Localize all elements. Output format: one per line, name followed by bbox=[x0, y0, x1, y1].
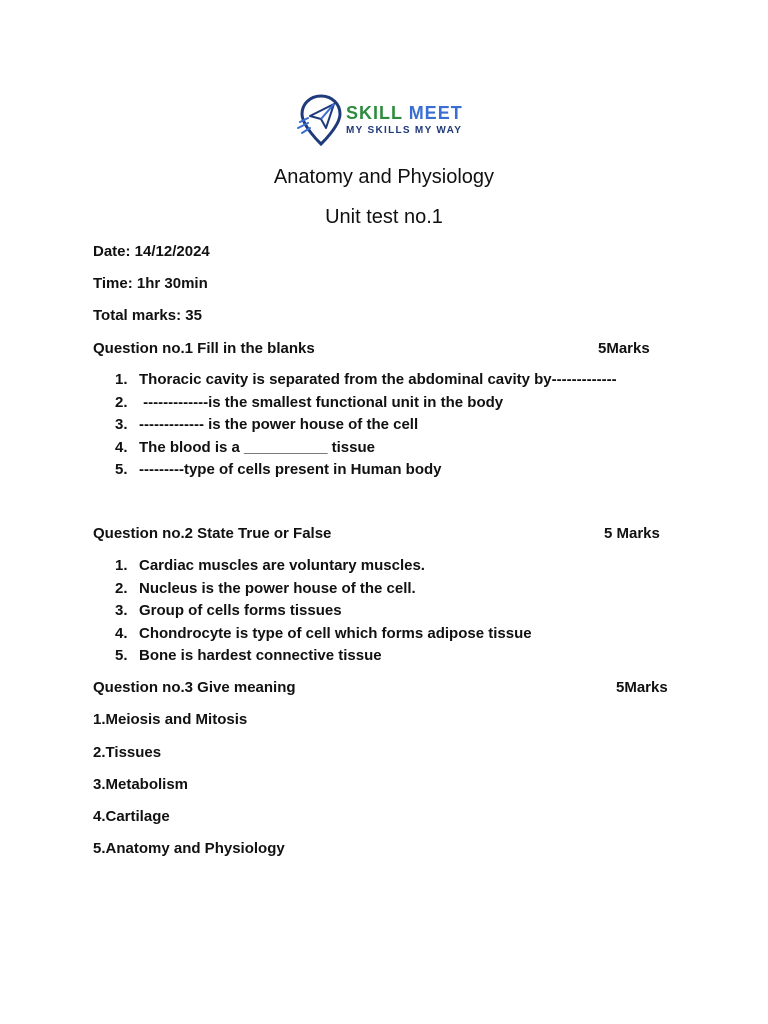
list-item: 2. -------------is the smallest functional unit in the body bbox=[115, 393, 504, 411]
list-item: 4. Chondrocyte is type of cell which forms adipose tissue bbox=[115, 624, 532, 642]
question-3-item: 4.Cartilage bbox=[93, 808, 170, 825]
document-title: Anatomy and Physiology bbox=[273, 166, 495, 188]
total-marks: Total marks: 35 bbox=[93, 307, 202, 324]
question-1-list bbox=[93, 369, 617, 482]
list-item: 1. Cardiac muscles are voluntary muscles. bbox=[115, 557, 425, 574]
logo-word-skill: SKILL bbox=[346, 103, 403, 123]
list-item: 2. Nucleus is the power house of the cell. bbox=[115, 579, 416, 597]
question-2-marks: 5 Marks bbox=[604, 525, 660, 542]
logo-tagline: MY SKILLS MY WAY bbox=[346, 125, 463, 136]
logo-word-meet: MEET bbox=[408, 103, 463, 123]
document-subtitle: Unit test no.1 bbox=[325, 206, 443, 228]
paper-plane-location-pin-icon bbox=[296, 92, 346, 148]
question-2-heading: Question no.2 State True or False bbox=[93, 525, 332, 542]
question-1-marks: 5Marks bbox=[598, 340, 650, 357]
question-3-item: 5.Anatomy and Physiology bbox=[93, 840, 285, 857]
list-item: 1. Thoracic cavity is separated from the abdominal cavity by------------- bbox=[115, 371, 617, 388]
list-item: 5. ---------type of cells present in Human body bbox=[115, 461, 442, 479]
exam-date: Date: 14/12/2024 bbox=[93, 243, 210, 260]
question-3-heading: Question no.3 Give meaning bbox=[93, 679, 296, 696]
list-item: 4. The blood is a __________ tissue bbox=[115, 438, 375, 456]
question-2-list bbox=[93, 555, 532, 668]
exam-time: Time: 1hr 30min bbox=[93, 275, 208, 292]
question-3-item: 3.Metabolism bbox=[93, 776, 189, 793]
question-3-marks: 5Marks bbox=[616, 679, 668, 696]
list-item: 3. Group of cells forms tissues bbox=[115, 602, 342, 620]
skill-meet-logo bbox=[296, 92, 472, 148]
list-item: 3. ------------- is the power house of the cell bbox=[115, 416, 419, 434]
question-3-item: 1.Meiosis and Mitosis bbox=[93, 711, 248, 728]
logo-wordmark bbox=[346, 104, 463, 136]
list-item: 5. Bone is hardest connective tissue bbox=[115, 647, 382, 665]
question-3-item: 2.Tissues bbox=[93, 744, 162, 761]
question-1-heading: Question no.1 Fill in the blanks bbox=[93, 340, 315, 357]
